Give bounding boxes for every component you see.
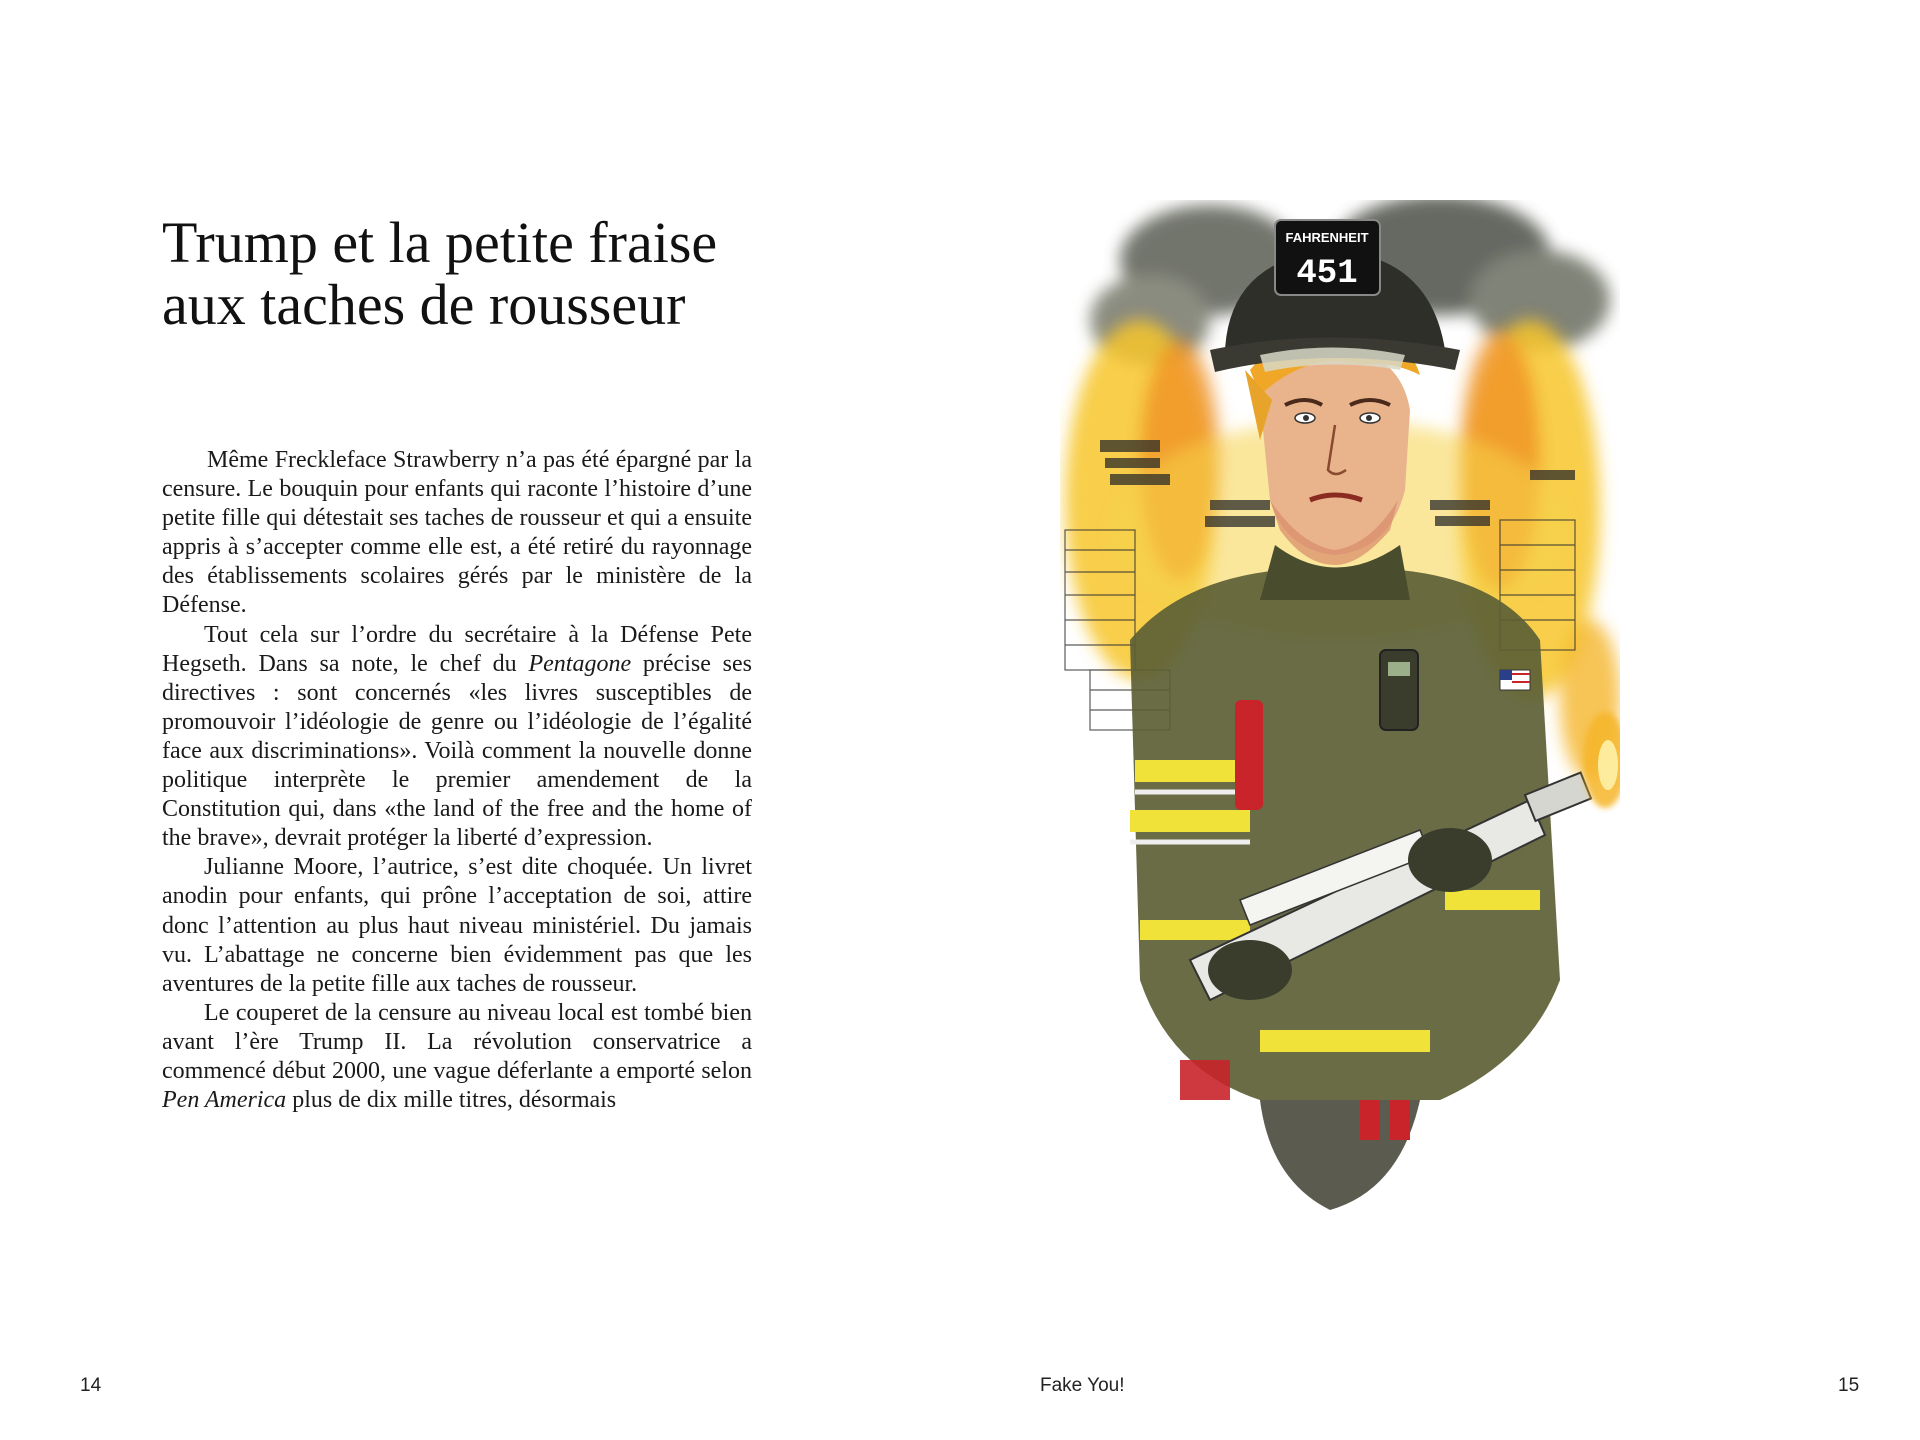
glove	[1408, 828, 1492, 892]
article-paragraph	[162, 446, 752, 621]
paragraph-text: Le couperet de la censure au niveau local est tombé bien avant l’ère Trump II. La révolution conservatrice a commencé début 2000, une vague déferlante a emporté selon	[162, 999, 752, 1084]
red-tool	[1235, 700, 1263, 810]
paragraph-text: Tout cela sur l’ordre du secrétaire à la Défense Pete Hegseth. Dans sa note, le chef du	[162, 621, 752, 677]
firefighter-illustration	[1060, 200, 1620, 1260]
reflective-stripe	[1445, 890, 1540, 910]
article-paragraph	[162, 999, 752, 1115]
paragraph-text: Julianne Moore, l’autrice, s’est dite choquée. Un livret anodin pour enfants, qui prône l’acceptation de soi, attire donc l’attention au plus haut niveau ministériel. Du jamais vu. L’abattage ne concerne bien évidemment pas que les aventures de la petite fille aux taches de rousseur.	[162, 854, 752, 997]
red-tool	[1360, 1100, 1380, 1140]
page-number-left: 14	[80, 1375, 102, 1396]
red-tool	[1390, 1100, 1410, 1140]
italic-text: Pentagone	[528, 650, 632, 677]
reflective-stripe	[1260, 1030, 1430, 1052]
article-title	[162, 212, 802, 336]
paragraph-text: plus de dix mille titres, désormais	[286, 1087, 617, 1114]
running-title: Fake You!	[1040, 1375, 1125, 1396]
reflective-stripe	[1135, 760, 1245, 782]
reflective-stripe	[1140, 920, 1250, 940]
glove	[1208, 940, 1292, 1000]
title-line-2: aux taches de rousseur	[162, 272, 686, 337]
helmet-badge-number: 451	[1296, 255, 1358, 293]
red-tool	[1180, 1060, 1230, 1100]
article-paragraph	[162, 853, 752, 998]
paragraph-text: Même Freckleface Strawberry n’a pas été épargné par la censure. Le bouquin pour enfants qui raconte l’histoire d’une petite fille qui détestait ses taches de rousseur et qui a ensuite appris à s’accepter comme elle est, a été retiré du rayonnage des établissements scolaires gérés par le ministère de la Défense.	[162, 447, 752, 619]
reflective-stripe	[1130, 810, 1250, 832]
title-line-1: Trump et la petite fraise	[162, 210, 718, 275]
paragraph-text: précise ses directives : sont concernés «les livres susceptibles de promouvoir l’idéologie de genre ou l’idéologie de l’égalité face aux discriminations». Voilà comment la nouvelle donne politique interprète le premier amendement de la Constitution qui, dans «the land of the free and the home of the brave», devrait protéger la liberté d’expression.	[162, 650, 752, 852]
helmet-badge-title: FAHRENHEIT	[1285, 230, 1369, 245]
article-body	[162, 446, 752, 1115]
article-paragraph	[162, 621, 752, 854]
page-number-right: 15	[1838, 1375, 1860, 1396]
italic-text: Pen America	[162, 1087, 287, 1114]
